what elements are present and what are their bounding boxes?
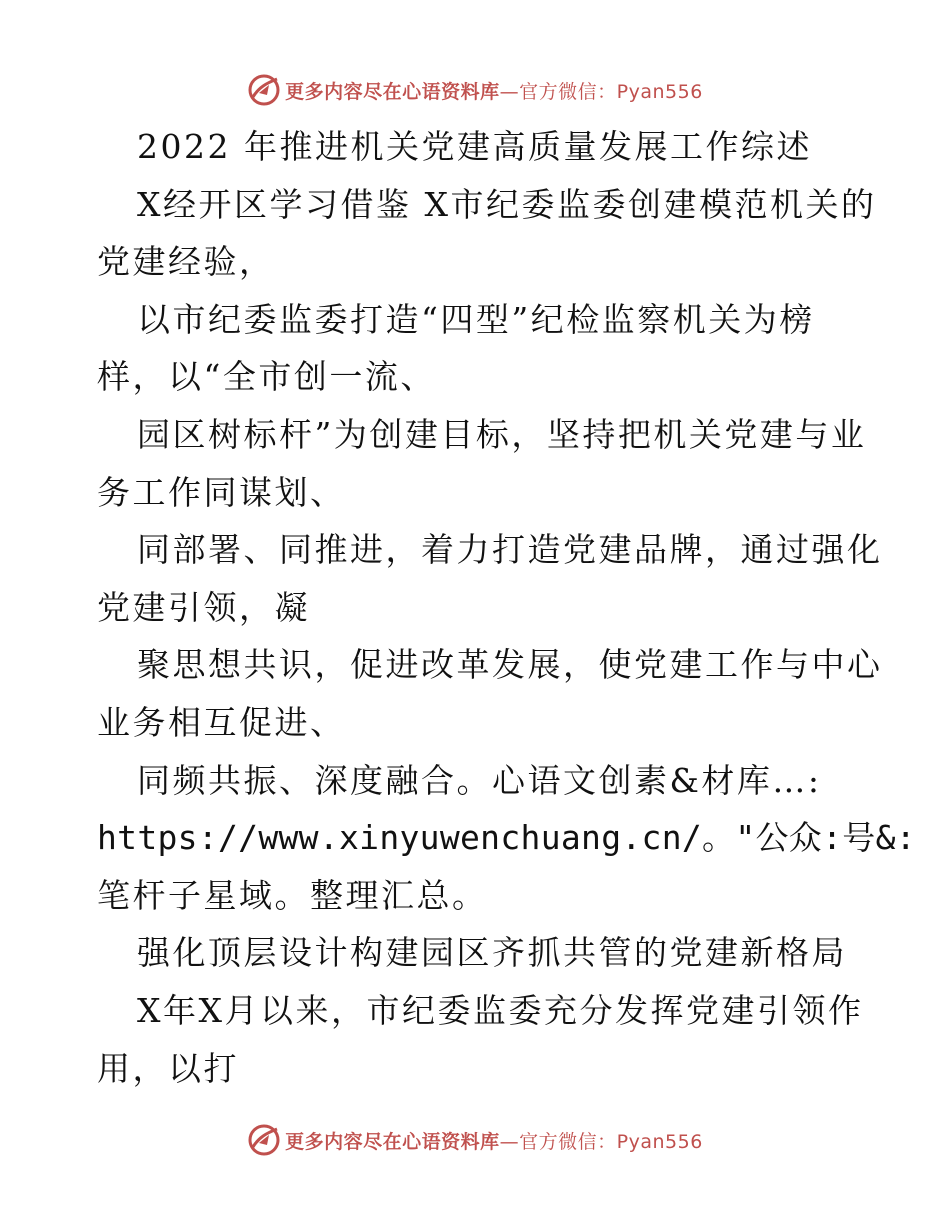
footer-banner-text: 更多内容尽在心语资料库—官方微信：Pyan556: [285, 1130, 703, 1153]
paragraph-line: 园区树标杆”为创建目标，坚持把机关党建与业: [137, 414, 867, 454]
paragraph-line: 笔杆子星域。整理汇总。: [97, 875, 488, 915]
paragraph-line: 务工作同谋划、: [97, 472, 346, 512]
section-heading: 强化顶层设计构建园区齐抓共管的党建新格局: [137, 933, 847, 973]
paragraph-line: 党建引领，凝: [97, 587, 310, 627]
paragraph-line: 以市纪委监委打造“四型”纪检监察机关为榜: [137, 299, 815, 339]
document-title: 2022 年推进机关党建高质量发展工作综述: [137, 127, 812, 166]
ink-pen-logo-icon: [247, 1123, 281, 1157]
paragraph-line: 同频共振、深度融合。心语文创素&材库…:: [137, 760, 822, 800]
paragraph-line: 业务相互促进、: [97, 702, 346, 742]
document-body: [97, 118, 916, 1097]
url-line: https://www.xinyuwenchuang.cn/。"公众:号&:: [97, 818, 916, 858]
paragraph-line: 用，以打: [97, 1048, 239, 1088]
paragraph-line: 党建经验，: [97, 242, 275, 282]
paragraph-line: 样，以“全市创一流、: [97, 357, 436, 397]
header-banner-text: 更多内容尽在心语资料库—官方微信：Pyan556: [285, 80, 703, 103]
footer-banner: [0, 1120, 950, 1160]
paragraph-line: 同部署、同推进，着力打造党建品牌，通过强化: [137, 530, 883, 570]
paragraph-line: X年X月以来，市纪委监委充分发挥党建引领作: [137, 990, 864, 1030]
ink-pen-logo-icon: [247, 73, 281, 107]
paragraph-line: 聚思想共识，促进改革发展，使党建工作与中心: [137, 645, 883, 685]
paragraph-line: X经开区学习借鉴 X市纪委监委创建模范机关的: [137, 184, 877, 224]
header-banner: [0, 70, 950, 110]
